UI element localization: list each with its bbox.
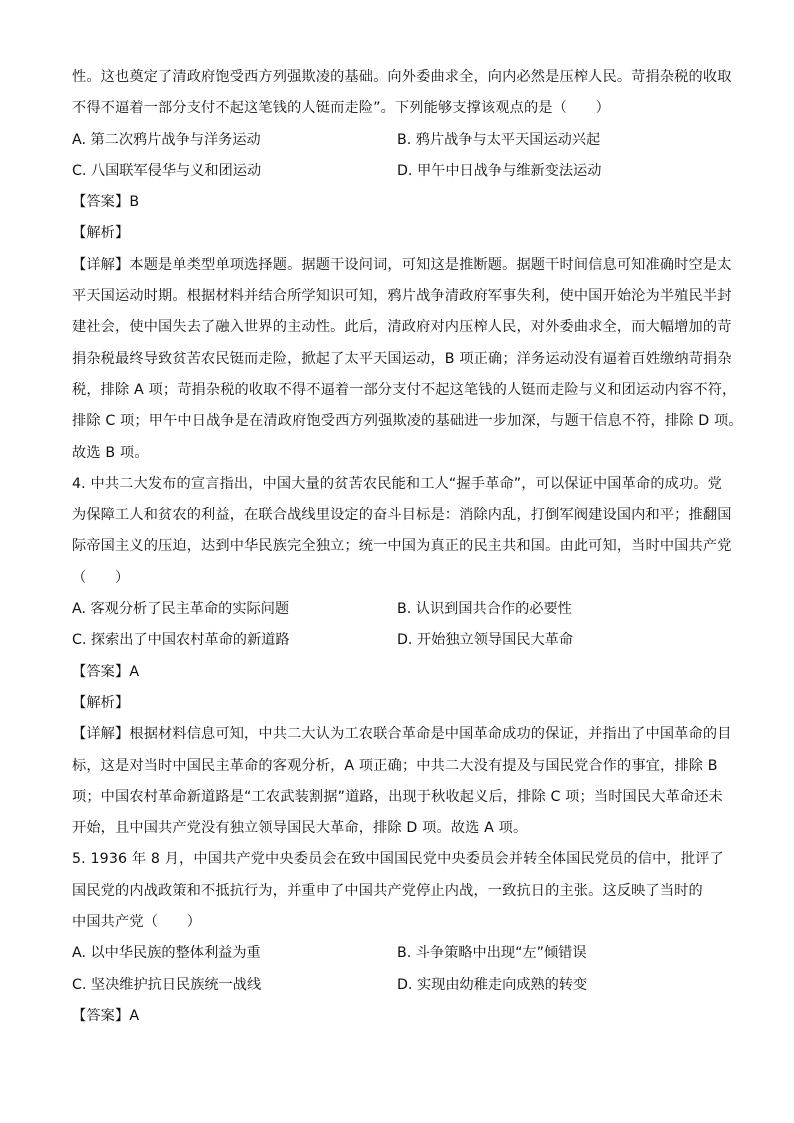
question-4-analysis-title: 【解析】: [72, 694, 130, 711]
option-a: A. 客观分析了民主革命的实际问题: [72, 601, 290, 618]
option-b: B. 认识到国共合作的必要性: [397, 601, 572, 618]
question-4-detail-line: 开始，且中国共产党没有独立领导国民大革命，排除 D 项。故选 A 项。: [72, 820, 528, 837]
question-3-detail-line: 故选 B 项。: [72, 444, 149, 461]
question-4-stem-line: 为保障工人和贫农的利益，在联合战线里设定的奋斗目标是：消除内乱，打倒军阀建设国内和平；推翻国: [72, 507, 732, 524]
question-5-options-row: [72, 970, 732, 1001]
question-3: [72, 62, 743, 469]
question-5-answer: 【答案】A: [72, 1007, 140, 1024]
question-4-answer: 【答案】A: [72, 663, 140, 680]
option-d: D. 开始独立领导国民大革命: [397, 632, 574, 649]
question-3-detail-line: 税，排除 A 项；苛捐杂税的收取不得不逼着一部分支付不起这笔钱的人铤而走险与义和团运动内容不符，: [72, 381, 737, 398]
question-4-detail-line: 【详解】根据材料信息可知，中共二大认为工农联合革命是中国革命成功的保证，并指出了中国革命的目: [72, 726, 732, 743]
question-4-detail-line: 标，这是对当时中国民主革命的客观分析，A 项正确；中共二大没有提及与国民党合作的事宜，排除 B: [72, 757, 718, 774]
option-a: A. 以中华民族的整体利益为重: [72, 945, 261, 962]
option-c: C. 坚决维护抗日民族统一战线: [72, 976, 262, 993]
question-4-stem-line: （ ）: [72, 569, 130, 586]
question-4-options-row: [72, 594, 732, 625]
option-b: B. 斗争策略中出现“左”倾错误: [397, 945, 587, 962]
question-5-stem-line: 5. 1936 年 8 月，中国共产党中央委员会在致中国国民党中央委员会并转全体国民党员的信中，批评了: [72, 851, 724, 868]
option-a: A. 第二次鸦片战争与洋务运动: [72, 131, 261, 148]
option-d: D. 甲午中日战争与维新变法运动: [397, 162, 602, 179]
question-4-stem-line: 4. 中共二大发布的宣言指出，中国大量的贫苦农民能和工人“握手革命”，可以保证中国革命的成功。党: [72, 475, 723, 492]
question-3-detail-line: 捐杂税最终导致贫苦农民铤而走险，掀起了太平天国运动，B 项正确；洋务运动没有逼着百姓缴纳苛捐杂: [72, 350, 732, 367]
question-3-analysis-title: 【解析】: [72, 225, 130, 242]
document-page: [72, 62, 743, 1032]
question-5-stem-line: 中国共产党（ ）: [72, 914, 202, 931]
question-3-detail-line: 建社会，使中国失去了融入世界的主动性。此后，清政府对内压榨人民，对外委曲求全，而大幅增加的苛: [72, 319, 732, 336]
question-5-options-row: [72, 938, 732, 969]
question-5-stem-line: 国民党的内战政策和不抵抗行为，并重申了中国共产党停止内战，一致抗日的主张。这反映了当时的: [72, 882, 703, 899]
option-c: C. 八国联军侵华与义和团运动: [72, 162, 262, 179]
question-4-stem-line: 际帝国主义的压迫，达到中华民族完全独立；统一中国为真正的民主共和国。由此可知，当时中国共产党: [72, 538, 732, 555]
question-4-options-row: [72, 625, 732, 656]
question-3-answer: 【答案】B: [72, 194, 140, 211]
question-3-stem-line: 性。这也奠定了清政府饱受西方列强欺凌的基础。向外委曲求全，向内必然是压榨人民。苛捐杂税的收取: [72, 69, 732, 85]
question-3-stem-line: 不得不逼着一部分支付不起这笔钱的人铤而走险”。下列能够支撑该观点的是（ ）: [72, 100, 610, 117]
option-c: C. 探索出了中国农村革命的新道路: [72, 632, 290, 649]
question-3-detail-line: 排除 C 项；甲午中日战争是在清政府饱受西方列强欺凌的基础进一步加深，与题干信息不符，排除 D 项。: [72, 413, 743, 430]
option-d: D. 实现由幼稚走向成熟的转变: [397, 976, 588, 993]
question-3-detail-line: 平天国运动时期。根据材料并结合所学知识可知，鸦片战争清政府军事失利，使中国开始沦为半殖民半封: [72, 288, 732, 305]
question-3-options-row: [72, 125, 732, 156]
question-3-options-row: [72, 156, 732, 187]
question-3-detail-line: 【详解】本题是单类型单项选择题。据题干设问词，可知这是推断题。据题干时间信息可知准确时空是太: [72, 256, 732, 273]
question-4: [72, 469, 732, 845]
question-4-detail-line: 项；中国农村革命新道路是“工农武装割据”道路，出现于秋收起义后，排除 C 项；当时国民大革命还未: [72, 788, 723, 805]
question-5: [72, 844, 732, 1032]
option-b: B. 鸦片战争与太平天国运动兴起: [397, 131, 601, 148]
